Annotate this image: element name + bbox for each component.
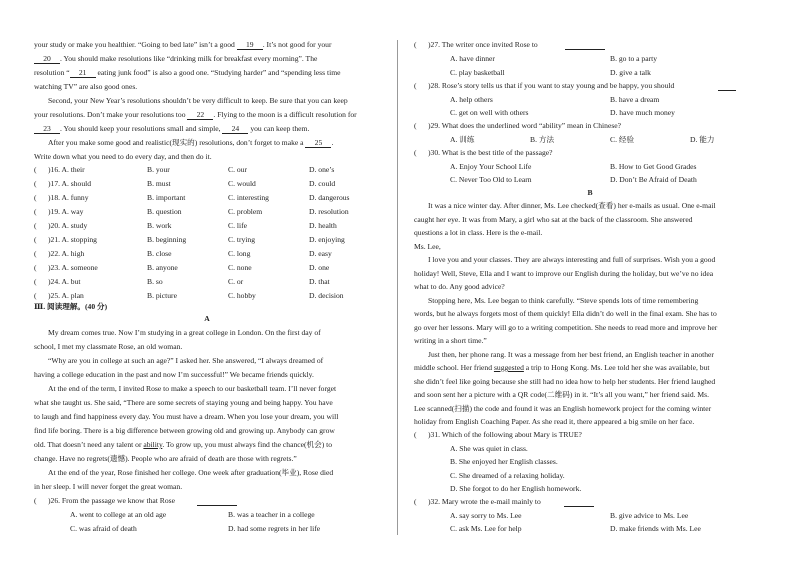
passage-line: I love you and your classes. They are always interesting and full of surprises. Wish you a good — [428, 255, 716, 264]
passage-line: change. Have no regrets(遗憾). People who are afraid of death are those with regrets.” — [34, 454, 297, 463]
cloze-line: Second, your New Year’s resolutions shouldn’t be very difficult to keep. Be sure that you can keep — [48, 96, 348, 105]
cloze-line: your resolutions. Don’t make your resolutions too 22 . Flying to the moon is a difficult resolution for — [34, 110, 357, 119]
passage-line: “Why are you in college at such an age?” I asked her. She answered, “I always dreamed of — [48, 356, 324, 365]
passage-line: At the end of the year, Rose finished her college. One week after graduation(毕业), Rose died — [48, 468, 334, 477]
passage-line: Just then, her phone rang. It was a message from her best friend, an English teacher in another — [428, 350, 714, 359]
cloze-line: 20 . You should make resolutions like “drinking milk for breakfast every morning”. The — [34, 55, 317, 64]
passage-line: what to do. Any good advice? — [414, 282, 505, 291]
passage-line: having a college education in the past and now I’m successful!” We became friends quickly. — [34, 370, 314, 379]
cloze-line: 23 . You should keep your resolutions small and simple, 24 you can keep them. — [34, 125, 309, 134]
underlined-word: ability — [143, 440, 163, 449]
passage-line: questions a lot in class. Here is the e-mail. — [414, 228, 543, 237]
underlined-word: suggested — [493, 363, 524, 372]
passage-title: B — [587, 188, 593, 197]
cloze-line: Write down what you need to do every day, and then do it. — [34, 152, 212, 161]
passage-line: middle school. Her friend suggested a trip to Hong Kong. Ms. Lee told her she was available, but — [414, 363, 710, 372]
cloze-line: watching TV” are also good ones. — [34, 82, 138, 91]
cloze-line: your study or make you healthier. “Going to bed late” isn’t a good 19 . It’s not good for your — [34, 40, 332, 49]
cloze-line: After you make some good and realistic(现实的) resolutions, don’t forget to make a 25 . — [48, 138, 334, 147]
passage-line: and soon sent her a picture with a QR code(二维码) in it. “It’s all you want,” her friend said. Ms. — [414, 390, 710, 399]
passage-line: Lee scanned(扫描) the code and found it was an English homework project for the coming winter — [414, 404, 712, 413]
passage-line: At the end of the term, I invited Rose to make a speech to our basketball team. I’ll never forget — [48, 384, 337, 393]
passage-line: caught her eye. It was from Mary, a girl who sat at the back of the classroom. She answered — [414, 215, 693, 224]
passage-line: writing in a short time.” — [414, 336, 487, 345]
passage-line: in her sleep. I will never forget the great woman. — [34, 482, 183, 491]
passage-line: what she taught us. She said, “There are some secrets of staying young and being happy. You have — [34, 398, 333, 407]
passage-line: go over her lessons. Mary will go to a writing competition. She needs to read more and improve her — [414, 323, 718, 332]
passage-line: Stopping here, Ms. Lee began to think carefully. “Steve spends lots of time remembering — [428, 296, 699, 305]
passage-line: My dream comes true. Now I’m studying in a great college in London. On the first day of — [48, 328, 321, 337]
passage-line: school, I met my classmate Rose, an old woman. — [34, 342, 183, 351]
passage-line: old. That doesn’t need any talent or ability. To grow up, you must always find the chance(机会) to — [34, 440, 333, 449]
passage-line: holiday! Well, Steve, Ella and I want to improve our English during the holiday, but we’ve no idea — [414, 269, 714, 278]
passage-line: words, but he always forgets most of them quickly! Ella didn’t do well in the final exam. She has to — [414, 309, 717, 318]
cloze-line: resolution “ 21 eating junk food” is also a good one. “Studying harder” and “spending less time — [34, 68, 341, 77]
passage-line: she didn’t feel like going because she still had no idea how to help her students. Her friend laughed — [414, 377, 716, 386]
section-heading: Ⅲ. 阅读理解。(40 分) — [34, 302, 108, 311]
passage-line: holiday from English Coaching Paper. As she read it, there appeared a big smile on her face. — [414, 417, 695, 426]
column-divider — [397, 40, 398, 535]
passage-line: to laugh and find happiness every day. You must have a dream. When you lose your dream, you will — [34, 412, 339, 421]
email-salutation: Ms. Lee, — [414, 242, 441, 251]
passage-line: find life boring. There is a big difference between growing old and growing up. Anybody can grow — [34, 426, 335, 435]
passage-line: It was a nice winter day. After dinner, Ms. Lee checked(查看) her e-mails as usual. One e-mail — [428, 201, 716, 210]
passage-title: A — [204, 314, 210, 323]
